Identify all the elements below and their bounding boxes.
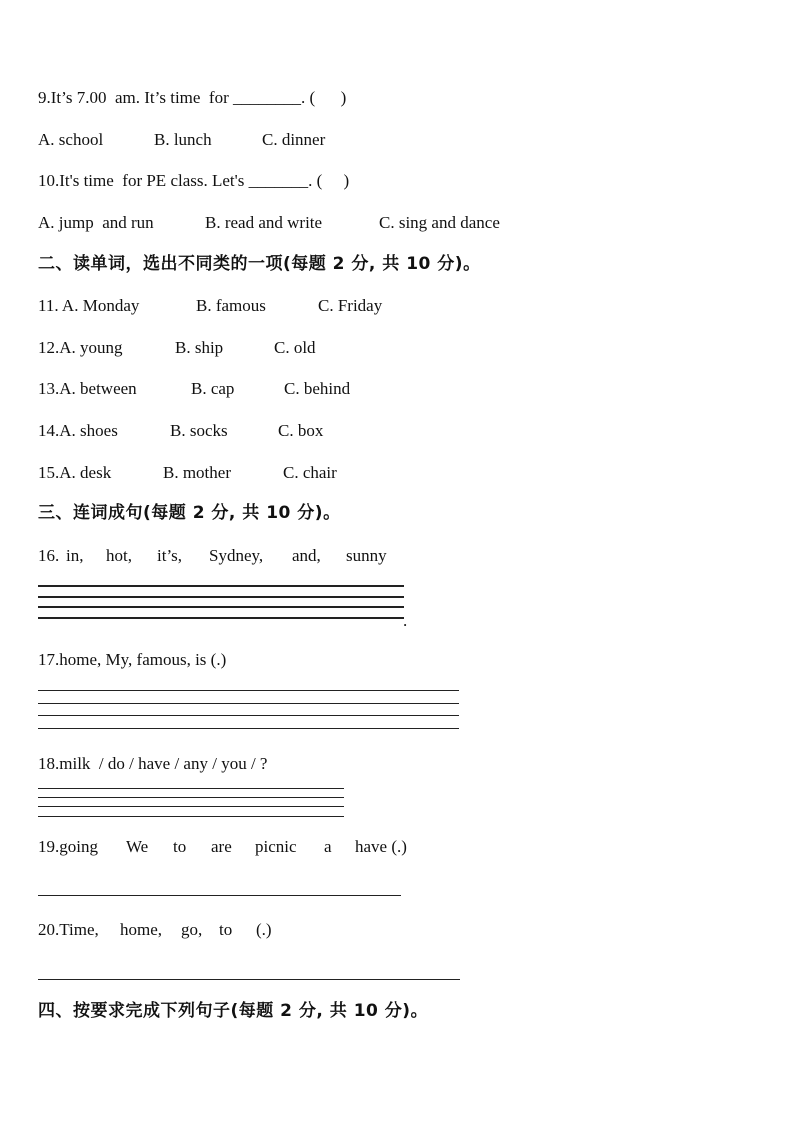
q10-option-a: A. jump and run [38, 213, 154, 232]
answer-line [38, 979, 460, 980]
q14-option-b: B. socks [170, 421, 228, 440]
answer-line [38, 806, 344, 807]
answer-line [38, 816, 344, 817]
q13-option-c: C. behind [284, 379, 351, 398]
q13-option-a: 13.A. between [38, 379, 137, 398]
q16-word: Sydney, [209, 546, 264, 565]
answer-line [38, 895, 401, 896]
q19-number: 19.going [38, 837, 98, 856]
q16-word: hot, [106, 546, 132, 565]
q14-option-a: 14.A. shoes [38, 421, 118, 440]
q12-option-a: 12.A. young [38, 338, 123, 357]
q20-word: (.) [256, 920, 272, 939]
q10-option-c: C. sing and dance [379, 213, 500, 232]
q20-word: to [219, 920, 233, 939]
answer-line [38, 788, 344, 789]
answer-line [38, 728, 459, 729]
q9-option-b: B. lunch [154, 130, 212, 149]
q16-word: it’s, [157, 546, 183, 565]
q15-option-c: C. chair [283, 463, 337, 482]
q11-option-c: C. Friday [318, 296, 383, 315]
q19-word: a [324, 837, 332, 856]
q9-option-a: A. school [38, 130, 104, 149]
q14-option-c: C. box [278, 421, 324, 440]
q19-word: to [173, 837, 187, 856]
section-2-heading: 二、读单词，选出不同类的一项(每题 2 分, 共 10 分)。 [38, 254, 481, 274]
q16-period: . [403, 611, 408, 630]
answer-line [38, 606, 404, 608]
q19-word: have (.) [355, 837, 407, 856]
q15-option-b: B. mother [163, 463, 231, 482]
answer-line [38, 703, 459, 704]
answer-line [38, 585, 404, 587]
answer-line [38, 690, 459, 691]
q16-word: sunny [346, 546, 387, 565]
q16-word: in, [66, 546, 84, 565]
question-18: 18.milk / do / have / any / you / ? [38, 754, 268, 773]
q19-word: picnic [255, 837, 297, 856]
q13-option-b: B. cap [191, 379, 235, 398]
q11-option-b: B. famous [196, 296, 266, 315]
q10-option-b: B. read and write [205, 213, 323, 232]
q16-number: 16. [38, 546, 60, 565]
q12-option-b: B. ship [175, 338, 224, 357]
q20-number: 20.Time, [38, 920, 99, 939]
q20-word: go, [181, 920, 203, 939]
q15-option-a: 15.A. desk [38, 463, 112, 482]
q19-word: We [126, 837, 149, 856]
question-17: 17.home, My, famous, is (.) [38, 650, 227, 669]
answer-line [38, 617, 404, 619]
answer-line [38, 596, 404, 598]
question-10-stem: 10.It's time for PE class. Let's _______. ( ) [38, 171, 350, 190]
q9-option-c: C. dinner [262, 130, 326, 149]
q20-word: home, [120, 920, 163, 939]
q11-option-a: 11. A. Monday [38, 296, 140, 315]
question-9-stem: 9.It’s 7.00 am. It’s time for ________. ( ) [38, 88, 347, 107]
section-4-heading: 四、按要求完成下列句子(每题 2 分, 共 10 分)。 [38, 1001, 429, 1021]
answer-line [38, 797, 344, 798]
answer-line [38, 715, 459, 716]
q19-word: are [211, 837, 232, 856]
q12-option-c: C. old [274, 338, 316, 357]
q16-word: and, [292, 546, 321, 565]
section-3-heading: 三、连词成句(每题 2 分, 共 10 分)。 [38, 503, 341, 523]
